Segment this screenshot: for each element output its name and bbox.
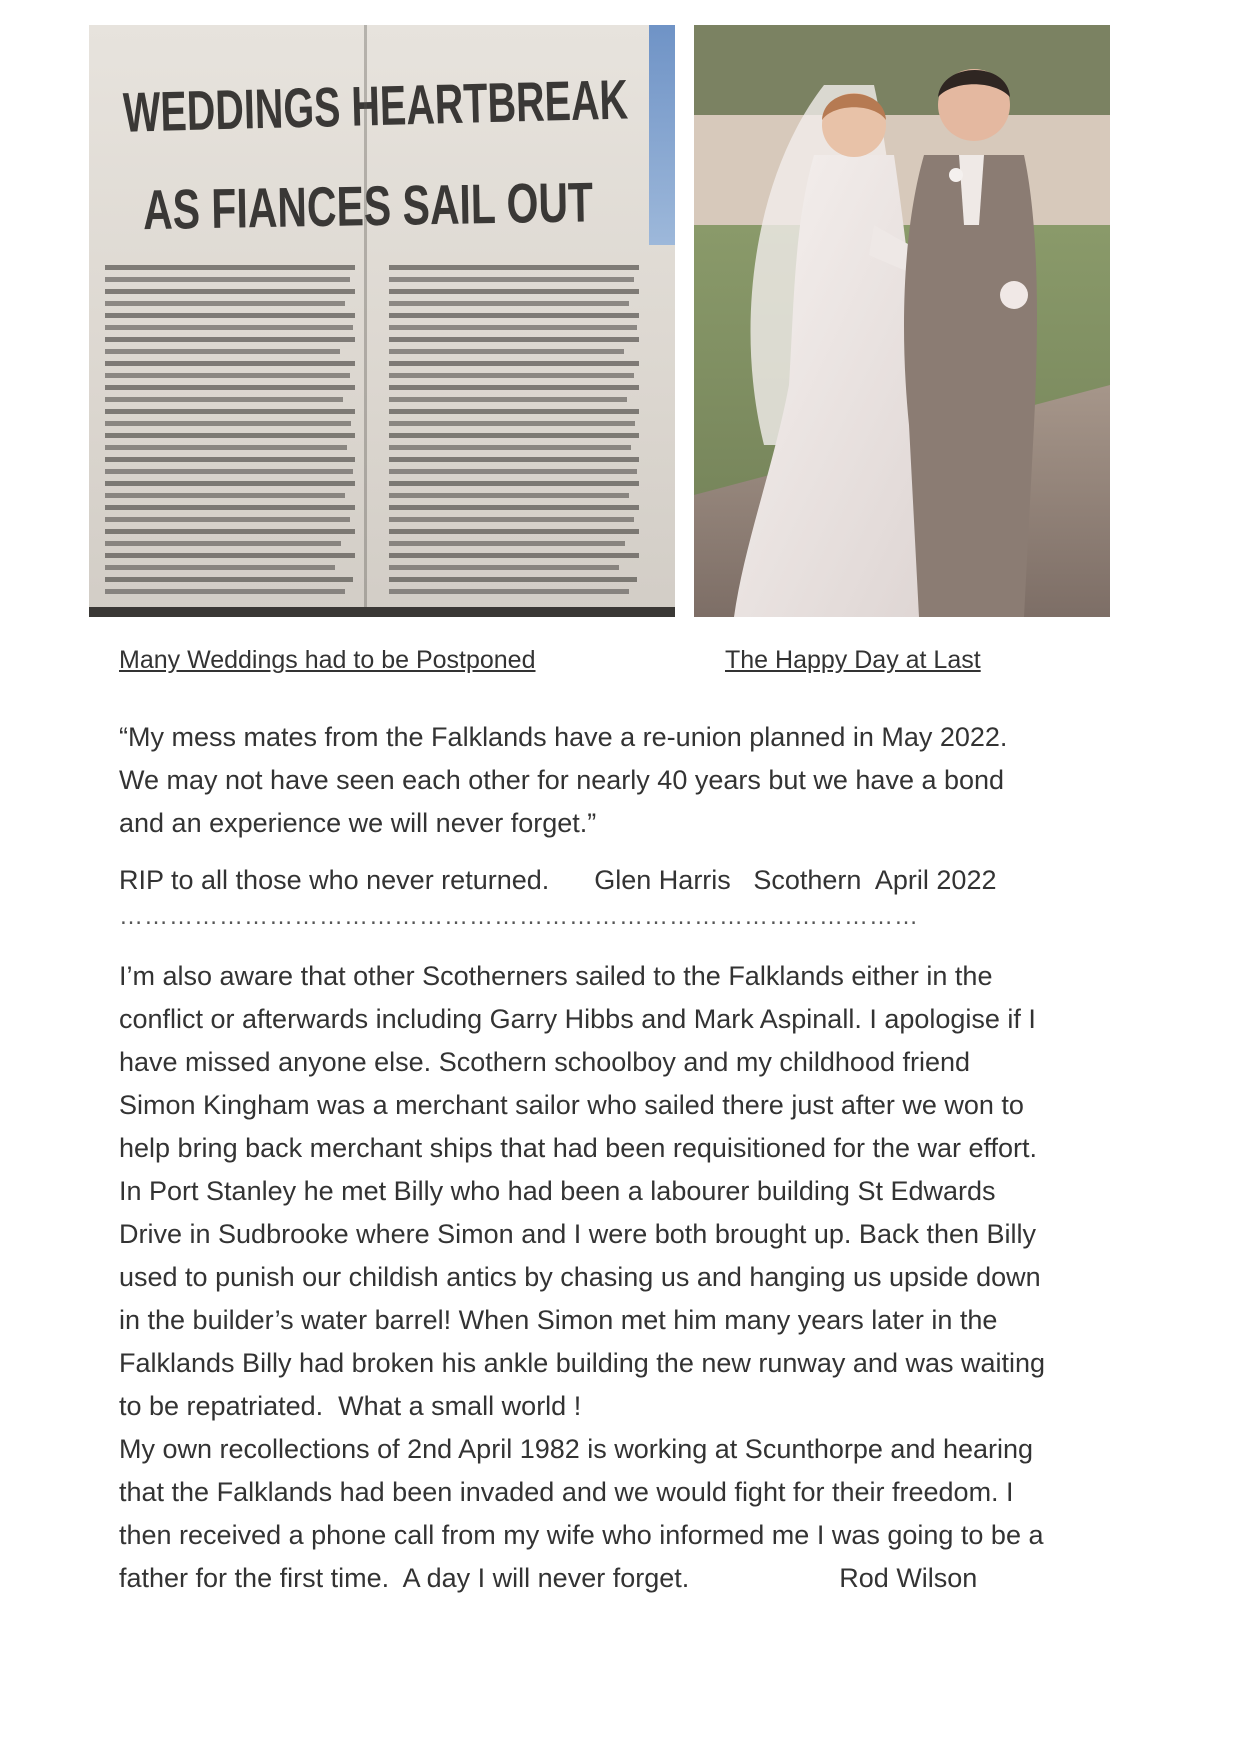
story-signature: Rod Wilson — [839, 1563, 978, 1593]
story-line: Simon Kingham was a merchant sailor who sailed there just after we won to — [119, 1090, 1024, 1120]
story-line: I’m also aware that other Scotherners sailed to the Falklands either in the — [119, 961, 993, 991]
newspaper-fold-line — [364, 25, 367, 617]
story-line: in the builder’s water barrel! When Simon met him many years later in the — [119, 1305, 998, 1335]
author-place: Scothern — [753, 865, 862, 895]
story-line: In Port Stanley he met Billy who had been a labourer building St Edwards — [119, 1176, 996, 1206]
story-line: to be repatriated. What a small world ! — [119, 1391, 582, 1421]
story-line: have missed anyone else. Scothern schoolboy and my childhood friend — [119, 1047, 971, 1077]
story-line: help bring back merchant ships that had been requisitioned for the war effort. — [119, 1133, 1038, 1163]
newspaper-headline-line2: AS FIANCES SAIL OUT — [142, 167, 759, 242]
newspaper-photo-caption: Many Weddings had to be Postponed — [119, 646, 536, 674]
story-line: that the Falklands had been invaded and we would fight for their freedom. I — [119, 1477, 1014, 1507]
story-paragraph — [119, 955, 1119, 1600]
rip-text: RIP to all those who never returned. — [119, 865, 550, 895]
quote-line: We may not have seen each other for nearly 40 years but we have a bond — [119, 765, 1005, 795]
quote-line: “My mess mates from the Falklands have a re-union planned in May 2022. — [119, 722, 1008, 752]
wedding-photo-caption: The Happy Day at Last — [725, 646, 981, 674]
rip-line — [119, 862, 1119, 898]
hedge — [694, 25, 1110, 115]
story-line: Drive in Sudbrooke where Simon and I were both brought up. Back then Billy — [119, 1219, 1037, 1249]
newspaper-text-graphic — [89, 25, 840, 617]
story-line: then received a phone call from my wife who informed me I was going to be a — [119, 1520, 1044, 1550]
hands — [1000, 281, 1028, 309]
story-line: My own recollections of 2nd April 1982 is working at Scunthorpe and hearing — [119, 1434, 1034, 1464]
story-line: father for the first time. A day I will never forget. — [119, 1563, 690, 1593]
story-line: used to punish our childish antics by chasing us and hanging us upside down — [119, 1262, 1041, 1292]
wedding-couple-photo — [694, 25, 1110, 617]
section-separator: …………………………………………………………………………………… — [119, 903, 919, 930]
story-last-line — [119, 1557, 1119, 1600]
story-line: conflict or afterwards including Garry Hibbs and Mark Aspinall. I apologise if I — [119, 1004, 1036, 1034]
newspaper-column-text — [105, 265, 639, 594]
author-date: April 2022 — [874, 865, 997, 895]
newspaper-clipping-photo — [89, 25, 840, 617]
story-line: Falklands Billy had broken his ankle building the new runway and was waiting — [119, 1348, 1046, 1378]
newspaper-bottom-edge — [89, 607, 675, 617]
author-name: Glen Harris — [594, 865, 731, 895]
quote-line: and an experience we will never forget.” — [119, 808, 597, 838]
newspaper-headline-line1: WEDDINGS HEARTBREAK — [122, 61, 840, 144]
quote-paragraph — [119, 716, 1119, 845]
buttonhole — [949, 168, 963, 182]
wedding-scene-graphic — [694, 25, 1110, 617]
